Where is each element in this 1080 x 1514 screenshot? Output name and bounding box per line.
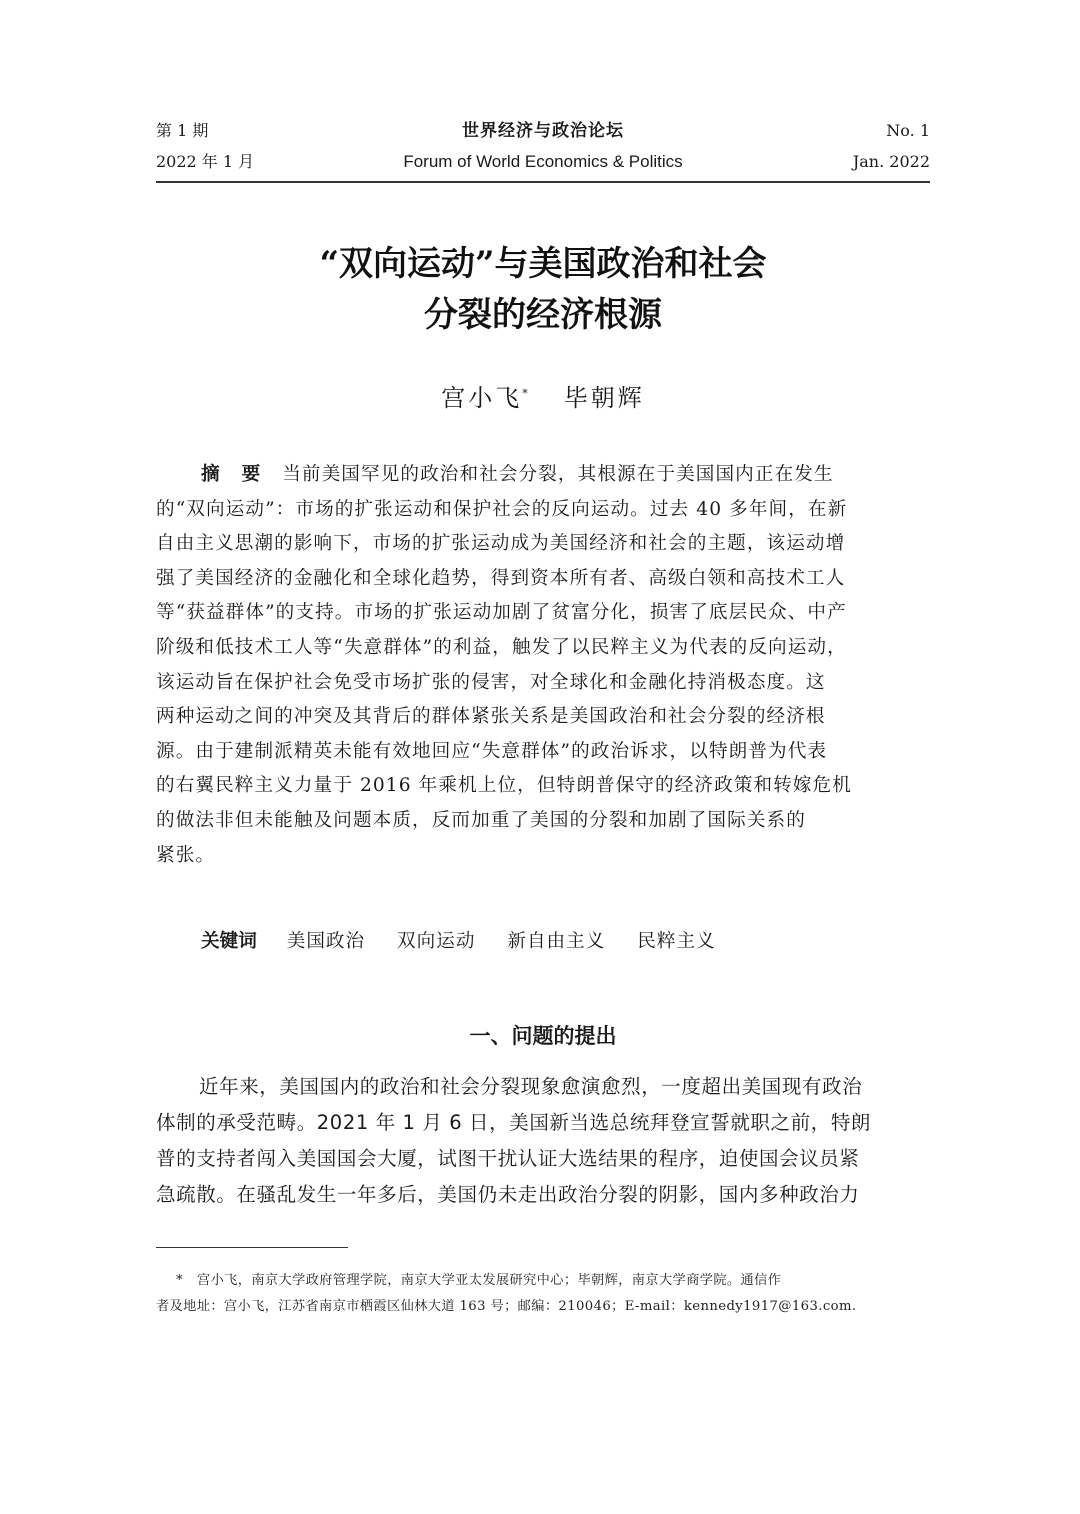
abstract-line: 源。由于建制派精英未能有效地回应“失意群体”的政治诉求，以特朗普为代表 — [156, 740, 828, 762]
abstract-label: 摘 要 — [201, 464, 261, 485]
abstract-line: 强了美国经济的金融化和全球化趋势，得到资本所有者、高级白领和高技术工人 — [156, 567, 846, 589]
footnote-mark: * — [176, 1273, 183, 1288]
journal-title-en: Forum of World Economics & Politics — [403, 152, 683, 171]
keywords — [156, 925, 930, 959]
abstract-line: 的“双向运动”：市场的扩张运动和保护社会的反向运动。过去 40 多年间，在新 — [156, 498, 848, 520]
issue-en: No. 1 — [886, 121, 930, 140]
body-line: 急疏散。在骚乱发生一年多后，美国仍未走出政治分裂的阴影，国内多种政治力 — [156, 1183, 860, 1206]
keywords-label: 关键词 — [201, 931, 257, 952]
keyword: 美国政治 — [286, 931, 366, 952]
author-name: 宫小飞 — [441, 384, 523, 412]
keyword: 新自由主义 — [507, 931, 606, 952]
abstract-line: 摘 要 当前美国罕见的政治和社会分裂，其根源在于美国国内正在发生 — [201, 464, 834, 485]
abstract-line: 阶级和低技术工人等“失意群体”的利益，触发了以民粹主义为代表的反向运动， — [156, 636, 847, 658]
abstract-line: 该运动旨在保护社会免受市场扩张的侵害，对全球化和金融化持消极态度。这 — [156, 671, 826, 693]
issue-cn: 第 1 期 — [156, 121, 209, 140]
running-header-row-2 — [156, 149, 930, 175]
abstract-line: 的做法非但未能触及问题本质，反而加重了美国的分裂和加剧了国际关系的 — [156, 809, 806, 831]
article-title-line-1: “双向运动”与美国政治和社会 — [319, 244, 767, 284]
footnote-divider — [156, 1247, 348, 1248]
footnote — [156, 1268, 930, 1320]
abstract-line: 等“获益群体”的支持。市场的扩张运动加剧了贫富分化，损害了底层民众、中产 — [156, 602, 847, 624]
author-footnote-mark[interactable]: * — [522, 387, 528, 400]
date-cn: 2022 年 1 月 — [156, 152, 255, 171]
keyword: 民粹主义 — [637, 931, 716, 952]
body-line: 近年来，美国国内的政治和社会分裂现象愈演愈烈，一度超出美国现有政治 — [199, 1075, 863, 1098]
abstract-line: 紧张。 — [156, 844, 216, 866]
footnote-line: 者及地址：宫小飞，江苏省南京市栖霞区仙林大道 163 号；邮编：210046；E-mail：kennedy1917@163.com. — [156, 1299, 857, 1314]
keyword: 双向运动 — [397, 931, 476, 952]
abstract — [156, 458, 930, 873]
footnote-line: * 宫小飞，南京大学政府管理学院，南京大学亚太发展研究中心；毕朝辉，南京大学商学院。通信作 — [176, 1273, 782, 1288]
body-line: 体制的承受范畴。2021 年 1 月 6 日，美国新当选总统拜登宣誓就职之前，特朗 — [156, 1111, 872, 1134]
author-name: 毕朝辉 — [563, 384, 645, 412]
body-line: 普的支持者闯入美国国会大厦，试图干扰认证大选结果的程序，迫使国会议员紧 — [156, 1147, 860, 1170]
abstract-line: 两种运动之间的冲突及其背后的群体紧张关系是美国政治和社会分裂的经济根 — [156, 706, 826, 728]
abstract-line: 的右翼民粹主义力量于 2016 年乘机上位，但特朗普保守的经济政策和转嫁危机 — [156, 775, 852, 797]
journal-title-cn: 世界经济与政治论坛 — [462, 121, 624, 141]
body-text — [156, 1069, 930, 1213]
author-list — [156, 378, 930, 418]
running-header-row-1 — [156, 118, 930, 144]
date-en: Jan. 2022 — [852, 152, 930, 171]
abstract-line: 自由主义思潮的影响下，市场的扩张运动成为美国经济和社会的主题，该运动增 — [156, 533, 846, 555]
section-heading: 一、问题的提出 — [469, 1024, 617, 1048]
header-divider — [156, 181, 930, 183]
article-title-line-2: 分裂的经济根源 — [424, 295, 662, 335]
